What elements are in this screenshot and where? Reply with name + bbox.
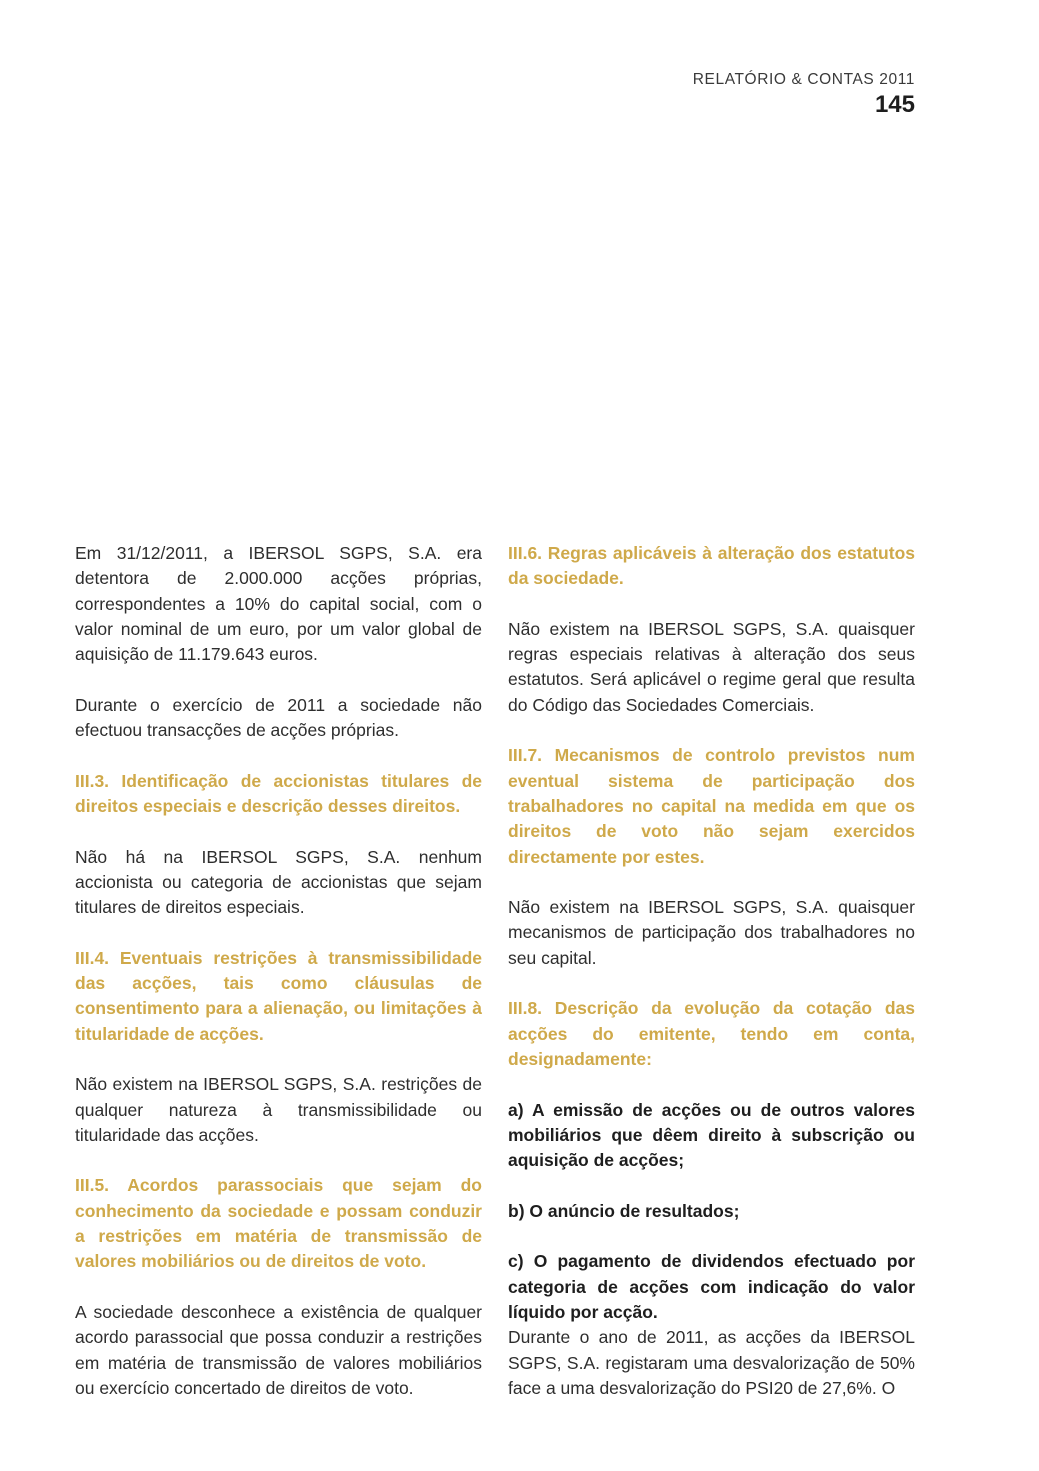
item-a: a) A emissão de acções ou de outros valores mobiliários que dêem direito à subscrição ou aquisição de acções; <box>508 1099 915 1171</box>
paragraph-share-price: Durante o ano de 2011, as acções da IBERSOL SGPS, S.A. registaram uma desvalorização de 50% face a uma desvalorização do PSI20 de 27,6%. O <box>508 1327 915 1398</box>
paragraph-shareholder-agreements: A sociedade desconhece a existência de qualquer acordo parassocial que possa conduzir a restrições em matéria de transmissão de valores mobiliários ou exercício concertado de direitos de voto. <box>75 1301 482 1398</box>
paragraph-special-rights: Não há na IBERSOL SGPS, S.A. nenhum accionista ou categoria de accionistas que sejam titulares de direitos especiais. <box>75 846 482 918</box>
paragraph-restrictions: Não existem na IBERSOL SGPS, S.A. restrições de qualquer natureza à transmissibilidade ou titularidade das acções. <box>75 1074 482 1145</box>
item-b: b) O anúncio de resultados; <box>508 1200 740 1221</box>
heading-iii-4: III.4. Eventuais restrições à transmissibilidade das acções, tais como cláusulas de consentimento para a alienação, ou limitações à titularidade de acções. <box>75 947 482 1044</box>
heading-iii-8: III.8. Descrição da evolução da cotação das acções do emitente, tendo em conta, designadamente: <box>508 998 915 1069</box>
page-number: 145 <box>874 91 915 118</box>
paragraph-statutes: Não existem na IBERSOL SGPS, S.A. quaisquer regras especiais relativas à alteração dos seus estatutos. Será aplicável o regime geral que resulta do Código das Sociedades Comerciais. <box>508 618 915 715</box>
heading-iii-6: III.6. Regras aplicáveis à alteração dos estatutos da sociedade. <box>508 543 915 589</box>
heading-iii-7: III.7. Mecanismos de controlo previstos num eventual sistema de participação dos trabalhadores no capital na medida em que os direitos de voto não sejam exercidos directamente por estes. <box>508 745 915 867</box>
heading-iii-3: III.3. Identificação de accionistas titulares de direitos especiais e descrição desses direitos. <box>75 770 482 816</box>
left-column <box>75 541 482 1401</box>
item-c: c) O pagamento de dividendos efectuado por categoria de acções com indicação do valor líquido por acção. <box>508 1251 915 1322</box>
report-title: RELATÓRIO & CONTAS 2011 <box>692 71 915 88</box>
paragraph-own-shares: Em 31/12/2011, a IBERSOL SGPS, S.A. era detentora de 2.000.000 acções próprias, correspondentes a 10% do capital social, com o valor nominal de um euro, por um valor global de aquisição de 11.179.643 euros. <box>75 543 482 665</box>
paragraph-worker-participation: Não existem na IBERSOL SGPS, S.A. quaisquer mecanismos de participação dos trabalhadores no seu capital. <box>508 897 915 968</box>
paragraph-transactions: Durante o exercício de 2011 a sociedade não efectuou transacções de acções próprias. <box>75 694 482 741</box>
page-header <box>693 70 915 119</box>
heading-iii-5: III.5. Acordos parassociais que sejam do conhecimento da sociedade e possam conduzir a restrições em matéria de transmissão de valores mobiliários ou de direitos de voto. <box>75 1175 482 1272</box>
right-column <box>508 541 915 1401</box>
